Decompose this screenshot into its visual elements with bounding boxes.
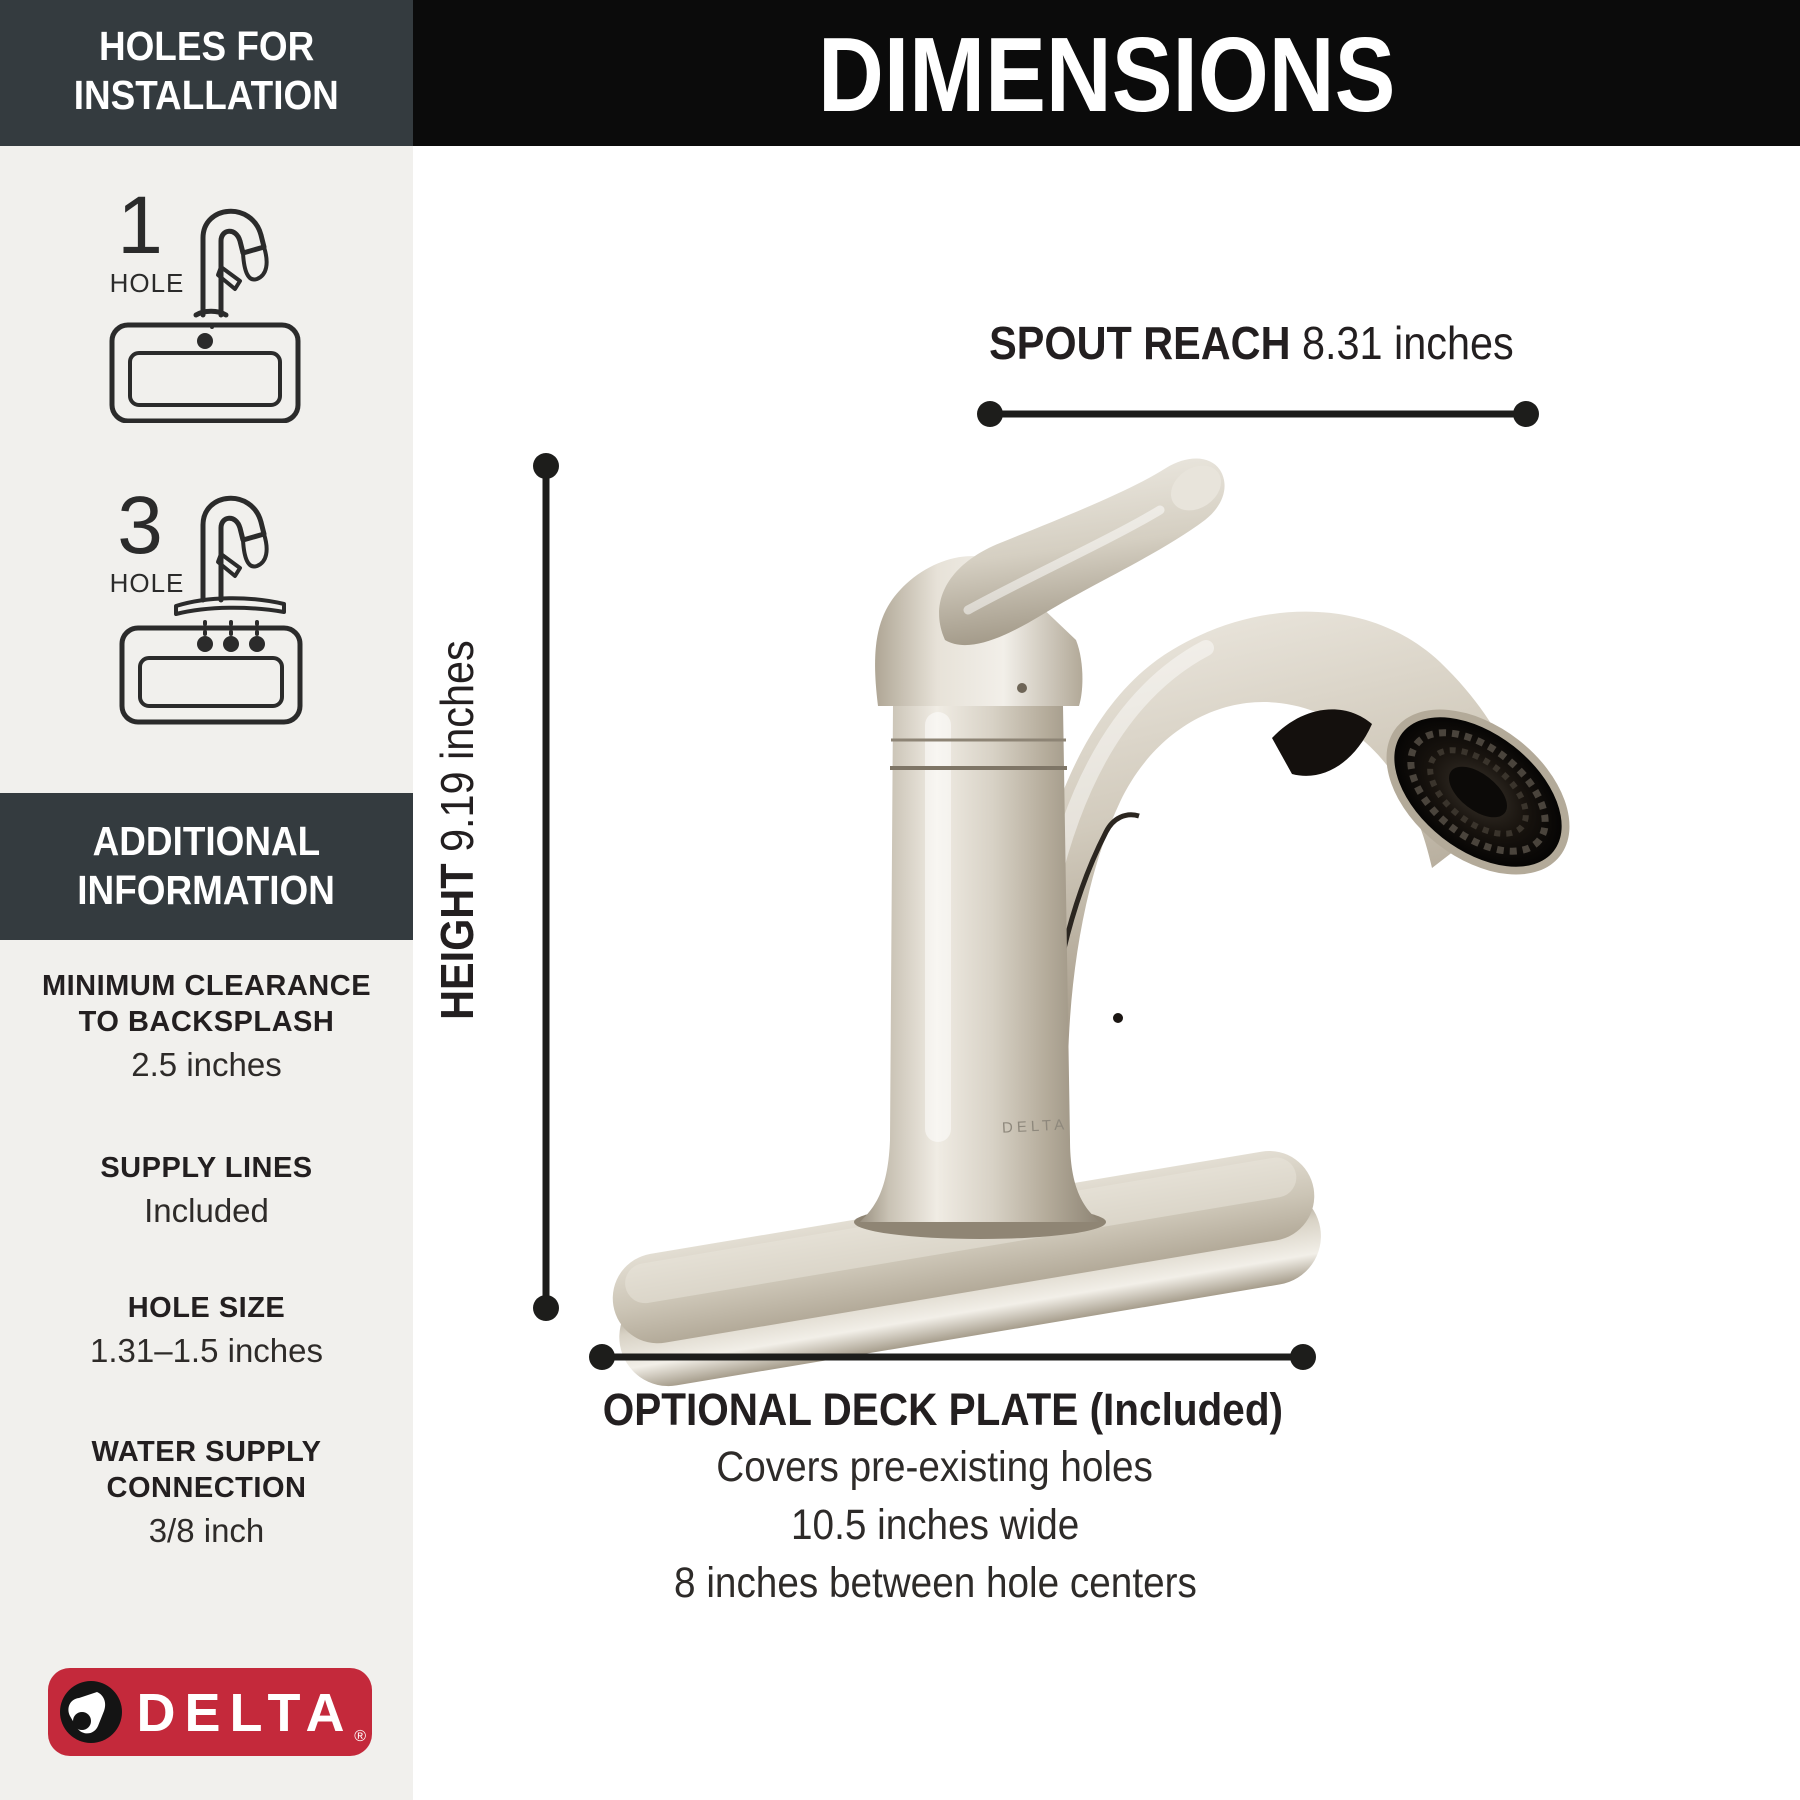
- registered-trademark-symbol: ®: [354, 1728, 366, 1745]
- spout-reach-dimension-line: [977, 401, 1539, 427]
- info-value: 1.31–1.5 inches: [89, 1332, 323, 1369]
- page-title: DIMENSIONS: [817, 16, 1396, 134]
- spout-reach-value: 8.31 inches: [1301, 317, 1514, 369]
- delta-logo-wordmark: DELTA: [136, 1683, 354, 1743]
- height-title: HEIGHT: [431, 863, 483, 1020]
- info-value: 3/8 inch: [148, 1512, 265, 1549]
- info-label: WATER SUPPLY: [91, 1436, 322, 1468]
- spout-reach-title: SPOUT REACH: [989, 317, 1291, 369]
- deck-plate-caption: [565, 1382, 1305, 1612]
- one-hole-number: 1: [117, 180, 163, 271]
- height-label: [430, 530, 490, 1130]
- spout-reach-label: [960, 316, 1540, 370]
- additional-header-line1: ADDITIONAL: [92, 818, 321, 864]
- faucet-brand-mark: DELTA: [1001, 1116, 1069, 1137]
- three-hole-number: 3: [117, 480, 163, 571]
- info-label: MINIMUM CLEARANCE: [41, 970, 372, 1002]
- holes-header-line1: HOLES FOR: [98, 23, 315, 69]
- faucet-body: [854, 456, 1601, 1239]
- one-hole-label: HOLE: [109, 268, 185, 298]
- three-hole-label: HOLE: [109, 568, 185, 598]
- additional-header-line2: INFORMATION: [77, 867, 336, 913]
- info-label: TO BACKSPLASH: [78, 1006, 335, 1038]
- info-value: Included: [144, 1192, 269, 1229]
- deck-plate-title: OPTIONAL DECK PLATE (Included): [602, 1384, 1284, 1435]
- height-value: 9.19 inches: [431, 640, 483, 852]
- info-value: 2.5 inches: [131, 1046, 282, 1083]
- deck-plate-line3: 8 inches between hole centers: [673, 1559, 1197, 1607]
- info-label: HOLE SIZE: [127, 1292, 286, 1324]
- holes-header-line2: INSTALLATION: [73, 72, 340, 118]
- deck-plate-line1: Covers pre-existing holes: [716, 1443, 1154, 1491]
- info-label: SUPPLY LINES: [100, 1152, 313, 1184]
- deck-plate-line2: 10.5 inches wide: [790, 1501, 1080, 1549]
- info-label: CONNECTION: [106, 1472, 307, 1504]
- height-dimension-line: [533, 453, 559, 1321]
